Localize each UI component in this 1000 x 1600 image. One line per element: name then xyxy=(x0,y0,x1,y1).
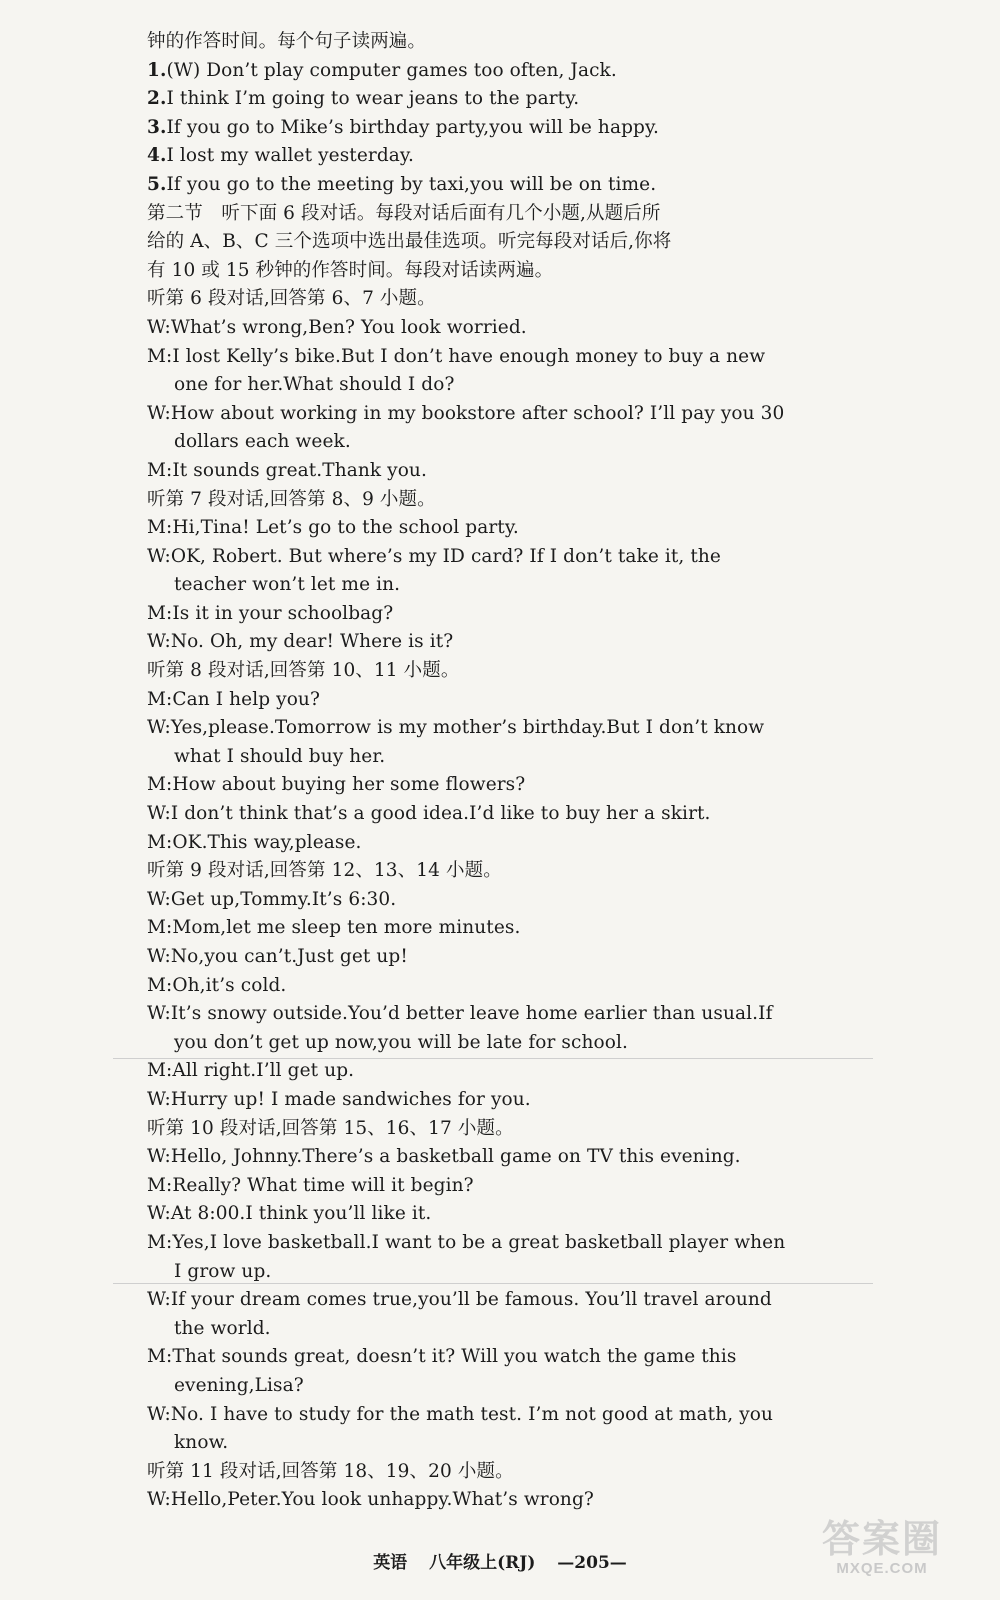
text-line xyxy=(147,486,787,515)
text-line xyxy=(147,543,787,572)
line-text: W:At 8:00.I think you’ll like it. xyxy=(147,1203,432,1225)
text-line xyxy=(147,943,787,972)
text-line xyxy=(147,28,787,57)
text-line xyxy=(147,1229,787,1258)
line-text: 听第 7 段对话,回答第 8、9 小题。 xyxy=(147,488,436,510)
text-line xyxy=(147,343,787,372)
item-number: 1. xyxy=(147,59,167,81)
line-text: W:Get up,Tommy.It’s 6:30. xyxy=(147,888,397,910)
text-line xyxy=(147,400,787,429)
line-text: 给的 A、B、C 三个选项中选出最佳选项。听完每段对话后,你将 xyxy=(147,231,672,253)
scan-line xyxy=(113,1058,873,1059)
footer-grade: 八年级上(RJ) xyxy=(429,1553,536,1573)
text-line xyxy=(147,571,787,600)
watermark-title: 答案圈 xyxy=(821,1516,942,1561)
line-text: If you go to the meeting by taxi,you will be on time. xyxy=(166,173,657,195)
item-number: 3. xyxy=(147,116,167,138)
text-line xyxy=(147,1458,787,1487)
text-line xyxy=(147,200,787,229)
line-text: know. xyxy=(174,1432,229,1454)
item-number: 4. xyxy=(147,145,167,167)
text-line xyxy=(147,285,787,314)
text-line xyxy=(147,1486,787,1515)
line-text: M:Oh,it’s cold. xyxy=(147,974,287,996)
watermark-url: MXQE.COM xyxy=(836,1560,928,1577)
line-text: 听第 11 段对话,回答第 18、19、20 小题。 xyxy=(147,1460,514,1482)
text-line xyxy=(147,142,787,171)
text-line xyxy=(147,657,787,686)
line-text: I think I’m going to wear jeans to the party. xyxy=(166,88,580,110)
line-text: M:Hi,Tina! Let’s go to the school party. xyxy=(147,517,519,539)
line-text: M:Can I help you? xyxy=(147,688,320,710)
text-line xyxy=(147,600,787,629)
text-line xyxy=(147,1000,787,1029)
line-text: 听第 9 段对话,回答第 12、13、14 小题。 xyxy=(147,860,502,882)
text-line xyxy=(147,1143,787,1172)
text-line xyxy=(147,85,787,114)
text-line xyxy=(147,1429,787,1458)
line-text: M:Really? What time will it begin? xyxy=(147,1174,474,1196)
line-text: 听第 10 段对话,回答第 15、16、17 小题。 xyxy=(147,1117,514,1139)
text-line xyxy=(147,228,787,257)
line-text: W:No,you can’t.Just get up! xyxy=(147,946,408,967)
text-line xyxy=(147,1286,787,1315)
line-text: I grow up. xyxy=(174,1260,272,1282)
line-text: M:Mom,let me sleep ten more minutes. xyxy=(147,917,521,939)
text-line xyxy=(147,1401,787,1430)
line-text: W:Yes,please.Tomorrow is my mother’s birthday.But I don’t know xyxy=(147,717,765,739)
text-line xyxy=(147,514,787,543)
item-number: 5. xyxy=(147,173,167,195)
line-text: M:Yes,I love basketball.I want to be a great basketball player when xyxy=(147,1231,786,1253)
text-line xyxy=(147,857,787,886)
line-text: teacher won’t let me in. xyxy=(174,574,401,596)
line-text: 钟的作答时间。每个句子读两遍。 xyxy=(147,31,427,52)
line-text: M:I lost Kelly’s bike.But I don’t have enough money to buy a new xyxy=(147,345,766,367)
text-line xyxy=(147,257,787,286)
text-line xyxy=(147,972,787,1001)
text-line xyxy=(147,57,787,86)
line-text: 听第 6 段对话,回答第 6、7 小题。 xyxy=(147,288,436,310)
text-line xyxy=(147,1086,787,1115)
line-text: W:Hello,Peter.You look unhappy.What’s wrong? xyxy=(147,1489,594,1511)
text-line xyxy=(147,1315,787,1344)
line-text: W:What’s wrong,Ben? You look worried. xyxy=(147,316,527,338)
text-line xyxy=(147,428,787,457)
text-line xyxy=(147,686,787,715)
line-text: M:OK.This way,please. xyxy=(147,831,362,853)
line-text: one for her.What should I do? xyxy=(174,374,455,396)
line-text: M:It sounds great.Thank you. xyxy=(147,459,427,481)
line-text: W:It’s snowy outside.You’d better leave home earlier than usual.If xyxy=(147,1003,773,1025)
line-text: W:No. I have to study for the math test. I’m not good at math, you xyxy=(147,1403,773,1425)
text-line xyxy=(147,886,787,915)
line-text: W:Hello, Johnny.There’s a basketball game on TV this evening. xyxy=(147,1146,741,1168)
footer-page-number: —205— xyxy=(557,1553,627,1573)
line-text: (W) Don’t play computer games too often, Jack. xyxy=(166,59,617,81)
line-text: M:Is it in your schoolbag? xyxy=(147,602,394,624)
line-text: dollars each week. xyxy=(174,431,351,453)
text-line xyxy=(147,914,787,943)
document-body xyxy=(147,28,787,1515)
line-text: W:If your dream comes true,you’ll be famous. You’ll travel around xyxy=(147,1289,772,1311)
line-text: W:No. Oh, my dear! Where is it? xyxy=(147,631,454,653)
text-line xyxy=(147,371,787,400)
watermark-logo xyxy=(782,1518,982,1588)
footer-subject: 英语 xyxy=(373,1553,408,1573)
text-line xyxy=(147,1258,787,1287)
text-line xyxy=(147,1172,787,1201)
text-line xyxy=(147,628,787,657)
text-line xyxy=(147,314,787,343)
text-line xyxy=(147,1200,787,1229)
line-text: W:I don’t think that’s a good idea.I’d like to buy her a skirt. xyxy=(147,803,711,825)
line-text: W:How about working in my bookstore after school? I’ll pay you 30 xyxy=(147,402,785,424)
line-text: M:That sounds great, doesn’t it? Will you watch the game this xyxy=(147,1346,737,1368)
line-text: you don’t get up now,you will be late for school. xyxy=(174,1031,628,1053)
text-line xyxy=(147,829,787,858)
line-text: 有 10 或 15 秒钟的作答时间。每段对话读两遍。 xyxy=(147,259,554,281)
line-text: W:Hurry up! I made sandwiches for you. xyxy=(147,1088,531,1110)
line-text: I lost my wallet yesterday. xyxy=(166,145,414,167)
text-line xyxy=(147,114,787,143)
text-line xyxy=(147,1029,787,1058)
text-line xyxy=(147,1057,787,1086)
text-line xyxy=(147,457,787,486)
text-line xyxy=(147,714,787,743)
item-number: 2. xyxy=(147,88,167,110)
text-line xyxy=(147,743,787,772)
line-text: W:OK, Robert. But where’s my ID card? If I don’t take it, the xyxy=(147,545,721,567)
line-text: 听第 8 段对话,回答第 10、11 小题。 xyxy=(147,660,460,682)
text-line xyxy=(147,171,787,200)
text-line xyxy=(147,1115,787,1144)
line-text: evening,Lisa? xyxy=(174,1374,304,1396)
line-text: the world. xyxy=(174,1317,271,1339)
line-text: M:How about buying her some flowers? xyxy=(147,774,526,796)
line-text: M:All right.I’ll get up. xyxy=(147,1060,355,1082)
text-line xyxy=(147,800,787,829)
line-text: what I should buy her. xyxy=(174,745,386,767)
text-line xyxy=(147,771,787,800)
text-line xyxy=(147,1372,787,1401)
text-line xyxy=(147,1343,787,1372)
line-text: If you go to Mike’s birthday party,you will be happy. xyxy=(166,116,660,138)
line-text: 第二节 听下面 6 段对话。每段对话后面有几个小题,从题后所 xyxy=(147,202,661,224)
scan-line xyxy=(113,1283,873,1284)
